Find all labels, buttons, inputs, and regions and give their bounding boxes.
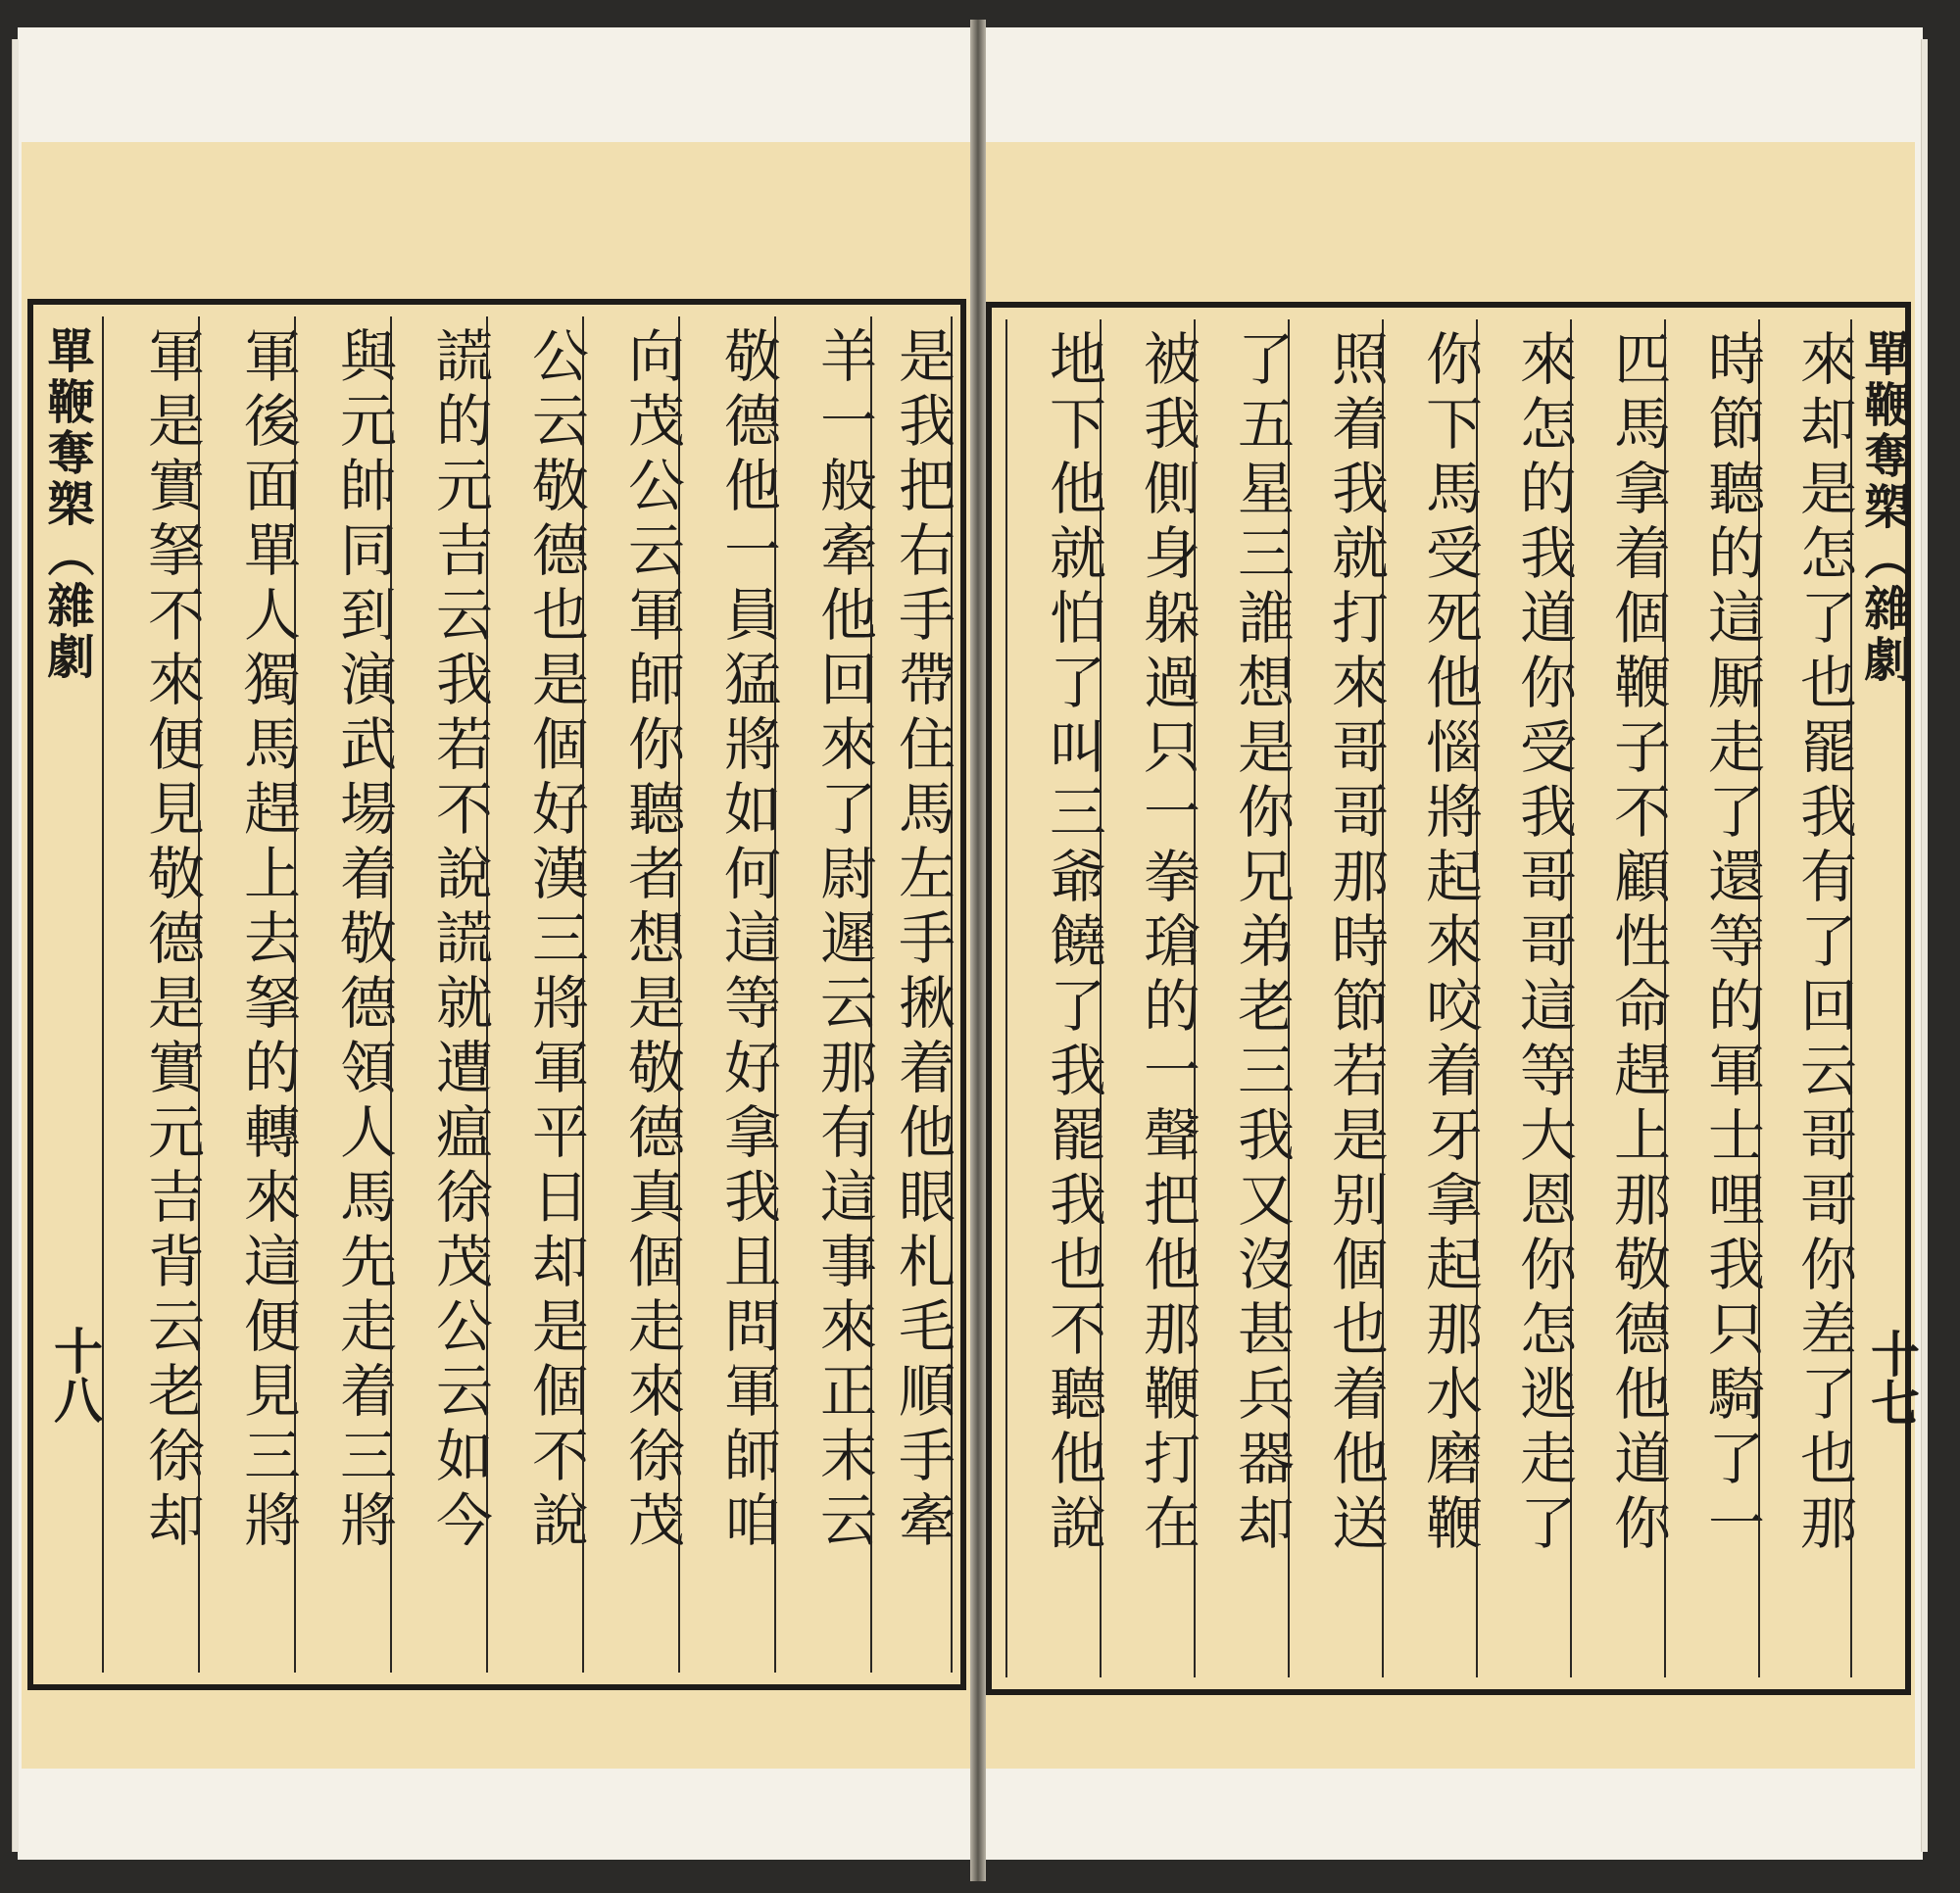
right-edge-column (1850, 319, 1921, 1677)
text-column (1005, 319, 1106, 1677)
right-text-frame (986, 302, 1921, 1695)
text-column (1194, 319, 1295, 1677)
text-column (1382, 319, 1483, 1677)
text-column (390, 316, 493, 1673)
page-stack-edge-left (12, 39, 19, 1852)
binding-gutter (970, 20, 986, 1881)
left-edge-column (33, 316, 104, 1673)
column-text: 公云敬德也是個好漢三將軍平日却是個不說 (522, 326, 589, 1555)
page-stack-edge (1921, 39, 1928, 1852)
column-text: 是我把右手帶住馬左手揪着他眼札毛順手牽 (889, 326, 956, 1555)
column-text: 你下馬受死他惱將起來咬着牙拿起那水磨鞭 (1416, 329, 1483, 1558)
text-column (678, 316, 781, 1673)
column-text: 謊的元吉云我若不說謊就遭瘟徐茂公云如今 (426, 326, 493, 1555)
column-text: 來怎的我道你受我哥哥這等大恩你怎逃走了 (1510, 329, 1577, 1558)
text-column (1664, 319, 1765, 1677)
text-column (870, 316, 956, 1673)
column-text: 匹馬拿着個鞭子不顧性命趕上那敬德他道你 (1604, 329, 1671, 1558)
text-column (1100, 319, 1200, 1677)
column-text: 來却是怎了也罷我有了回云哥哥你差了也那 (1790, 329, 1857, 1558)
left-page-number: 十八 (46, 1326, 104, 1424)
right-edge-title: 單鞭奪槊（雜劇 (1856, 329, 1911, 686)
column-text: 與元帥同到演武場着敬德領人馬先走着三將 (330, 326, 397, 1555)
left-text-frame (27, 299, 966, 1690)
text-column (102, 316, 205, 1673)
text-column (486, 316, 589, 1673)
column-text: 了五星三誰想是你兄弟老三我又沒甚兵器却 (1228, 329, 1295, 1558)
text-column (294, 316, 397, 1673)
text-column (1570, 319, 1671, 1677)
text-column (774, 316, 877, 1673)
column-text: 軍後面單人獨馬趕上去拏的轉來這便見三將 (234, 326, 301, 1555)
text-column (1758, 319, 1857, 1677)
text-column (1288, 319, 1389, 1677)
right-page-number: 十七 (1863, 1329, 1921, 1427)
column-text: 敬德他一員猛將如何這等好拿我且問軍師咱 (714, 326, 781, 1555)
column-text: 軍是實拏不來便見敬德是實元吉背云老徐却 (138, 326, 205, 1555)
left-edge-title: 單鞭奪槊（雜劇 (39, 326, 94, 683)
column-text: 地下他就怕了叫三爺饒了我罷我也不聽他說 (1040, 329, 1106, 1558)
column-text: 照着我就打來哥哥那時節若是别個也着他送 (1322, 329, 1389, 1558)
text-column (198, 316, 301, 1673)
column-text: 被我側身躲過只一拳瑲的一聲把他那鞭打在 (1134, 329, 1200, 1558)
column-text: 向茂公云軍師你聽者想是敬德真個走來徐茂 (618, 326, 685, 1555)
text-column (582, 316, 685, 1673)
column-text: 羊一般牽他回來了尉遲云那有這事來正末云 (810, 326, 877, 1555)
text-column (1476, 319, 1577, 1677)
column-text: 時節聽的這厮走了還等的軍士哩我只騎了一 (1698, 329, 1765, 1558)
